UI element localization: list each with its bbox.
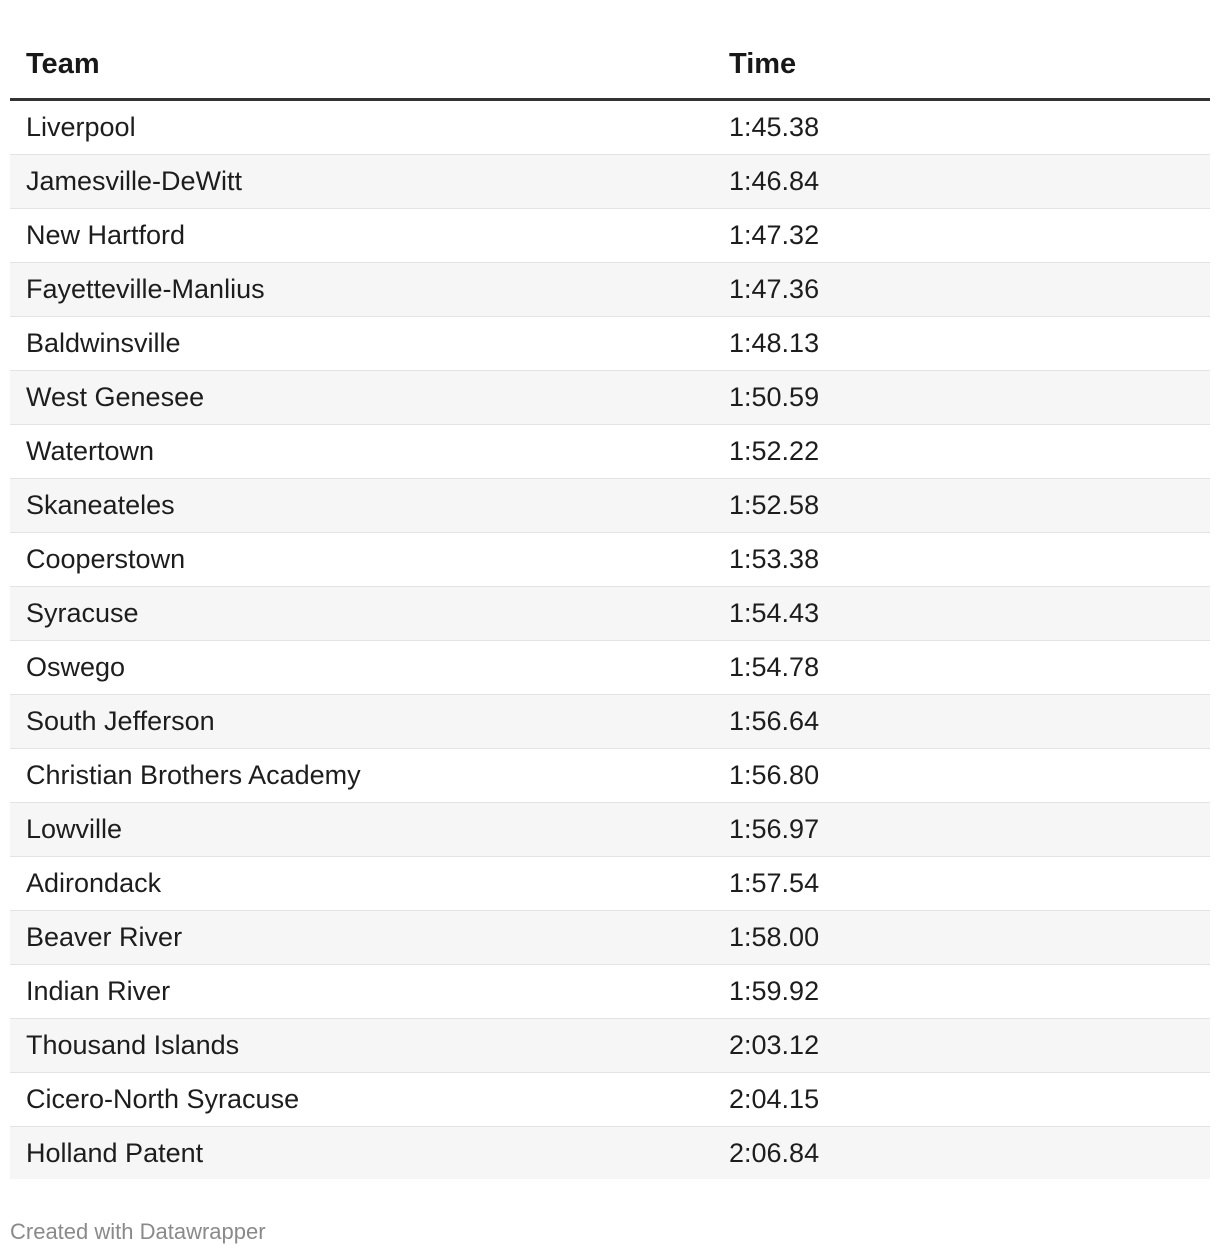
- table-row: [10, 1019, 1210, 1073]
- table-row: [10, 749, 1210, 803]
- team-cell: Oswego: [26, 652, 126, 682]
- table-row: [10, 155, 1210, 209]
- table-row: [10, 1073, 1210, 1127]
- table-row: [10, 263, 1210, 317]
- team-cell: Jamesville-DeWitt: [26, 166, 243, 196]
- table-row: [10, 371, 1210, 425]
- time-cell: 1:56.64: [729, 706, 820, 736]
- table-body: [10, 101, 1210, 1179]
- time-cell: 1:52.22: [729, 436, 820, 466]
- time-cell: 1:54.78: [729, 652, 820, 682]
- team-cell: Beaver River: [26, 922, 183, 952]
- time-cell: 1:45.38: [729, 112, 820, 142]
- table-row: [10, 479, 1210, 533]
- team-cell: Thousand Islands: [26, 1030, 240, 1060]
- time-cell: 1:46.84: [729, 166, 820, 196]
- team-cell: New Hartford: [26, 220, 186, 250]
- team-cell: Watertown: [26, 436, 155, 466]
- table-row: [10, 317, 1210, 371]
- time-cell: 1:54.43: [729, 598, 820, 628]
- team-cell: Syracuse: [26, 598, 139, 628]
- table-row: [10, 857, 1210, 911]
- table-row: [10, 101, 1210, 155]
- team-cell: Baldwinsville: [26, 328, 181, 358]
- column-header-team[interactable]: Team: [26, 47, 100, 80]
- team-cell: Cooperstown: [26, 544, 186, 574]
- table-row: [10, 695, 1210, 749]
- table-row: [10, 965, 1210, 1019]
- team-cell: Adirondack: [26, 868, 162, 898]
- time-cell: 1:52.58: [729, 490, 820, 520]
- team-cell: Liverpool: [26, 112, 136, 142]
- team-cell: South Jefferson: [26, 706, 215, 736]
- table-header-row: [10, 30, 1210, 101]
- time-cell: 1:56.97: [729, 814, 820, 844]
- results-table: [10, 30, 1210, 1179]
- table-row: [10, 425, 1210, 479]
- team-cell: Christian Brothers Academy: [26, 760, 361, 790]
- time-cell: 2:06.84: [729, 1137, 820, 1168]
- time-cell: 1:56.80: [729, 760, 820, 790]
- time-cell: 1:53.38: [729, 544, 820, 574]
- table-row: [10, 1127, 1210, 1179]
- time-cell: 1:50.59: [729, 382, 820, 412]
- time-cell: 1:58.00: [729, 922, 820, 952]
- team-cell: Indian River: [26, 976, 171, 1006]
- team-cell: Cicero-North Syracuse: [26, 1084, 300, 1114]
- table-row: [10, 587, 1210, 641]
- time-cell: 2:03.12: [729, 1030, 820, 1060]
- table-row: [10, 209, 1210, 263]
- table-row: [10, 533, 1210, 587]
- time-cell: 1:47.36: [729, 274, 820, 304]
- team-cell: West Genesee: [26, 382, 205, 412]
- team-cell: Fayetteville-Manlius: [26, 274, 265, 304]
- table-row: [10, 803, 1210, 857]
- time-cell: 2:04.15: [729, 1084, 820, 1114]
- time-cell: 1:59.92: [729, 976, 820, 1006]
- team-cell: Lowville: [26, 814, 123, 844]
- time-cell: 1:48.13: [729, 328, 820, 358]
- team-cell: Holland Patent: [26, 1137, 204, 1168]
- table-row: [10, 641, 1210, 695]
- team-cell: Skaneateles: [26, 490, 175, 520]
- column-header-time[interactable]: Time: [729, 47, 797, 80]
- time-cell: 1:57.54: [729, 868, 820, 898]
- time-cell: 1:47.32: [729, 220, 820, 250]
- datawrapper-credit: Created with Datawrapper: [10, 1219, 266, 1244]
- table-row: [10, 911, 1210, 965]
